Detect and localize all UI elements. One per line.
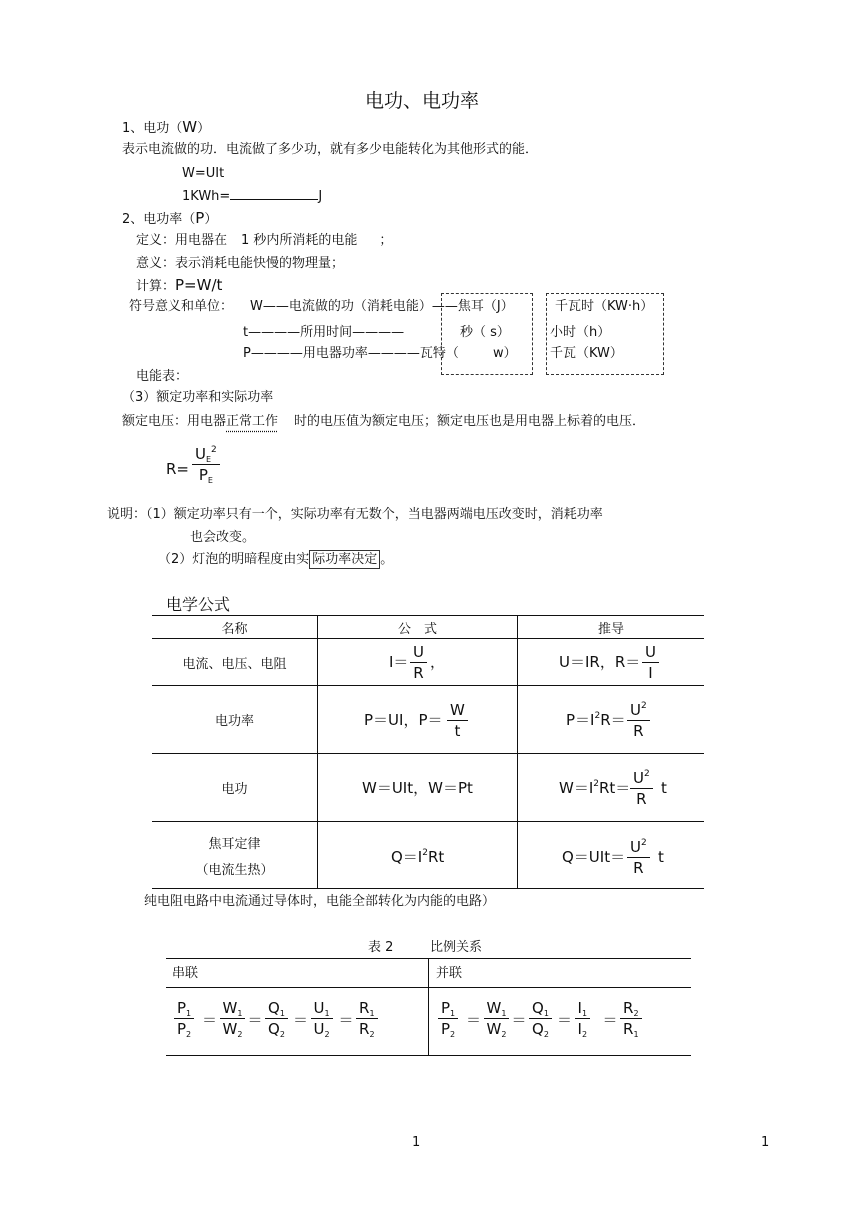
ratio-fraction — [311, 1001, 333, 1037]
subscript: 1 — [543, 1009, 549, 1018]
i-eq: I＝ — [389, 653, 409, 671]
symbol: P — [441, 1020, 451, 1038]
numerator: U — [642, 645, 659, 663]
u-over-i — [642, 645, 659, 681]
denominator — [268, 1019, 285, 1037]
subscript: E — [205, 455, 212, 464]
ratio-fraction — [356, 1001, 378, 1037]
note-2-text: （2）灯泡的明暗程度由实 — [158, 552, 310, 567]
subscript: 1 — [450, 1009, 456, 1018]
symbol: W — [486, 999, 502, 1017]
header-series: 串联 — [172, 966, 199, 981]
numerator — [311, 1001, 333, 1019]
equals-sign: ＝ — [293, 1011, 309, 1029]
section-1-desc: 表示电流做的功．电流做了多少功，就有多少电能转化为其他形式的能． — [122, 142, 539, 157]
calc-label: 计算： — [136, 279, 176, 294]
ratio-fraction — [484, 1001, 510, 1037]
superscript: 2 — [640, 701, 647, 711]
row-name-current: 电流、电压、电阻 — [182, 656, 287, 672]
u2-over-r — [627, 840, 650, 876]
subscript: 2 — [186, 1030, 192, 1039]
page-title: 电功、电功率 — [365, 90, 480, 112]
note-2 — [158, 553, 393, 566]
heading-close: ） — [204, 212, 218, 227]
symbol: W — [222, 999, 238, 1017]
denominator: R — [633, 859, 644, 877]
symbol: R — [359, 1020, 370, 1038]
text: U — [630, 838, 641, 856]
symbol: P — [177, 999, 187, 1017]
denominator — [623, 1019, 639, 1037]
superscript: 2 — [593, 779, 599, 789]
numerator — [265, 1001, 288, 1019]
formula-w-uit: W=UIt — [182, 166, 225, 181]
rated-text-a: 额定电压：用电器 — [122, 414, 227, 429]
subscript: 2 — [237, 1030, 243, 1039]
numerator — [575, 1001, 591, 1019]
symbol: Q — [532, 1020, 544, 1038]
table1-footer: 纯电阻电路中电流通过导体时，电能全部转化为内能的电路） — [144, 894, 496, 909]
equals-sign: ＝ — [466, 1011, 482, 1029]
superscript: 2 — [422, 848, 428, 858]
denominator — [359, 1019, 375, 1037]
symbol-row-p-alt: 千瓦（KW） — [550, 346, 623, 361]
denominator — [487, 1019, 507, 1037]
subscript: 2 — [581, 1030, 588, 1039]
rated-text-b: 时的电压值为额定电压；额定电压也是用电器上标着的电压． — [294, 414, 646, 429]
u2-over-r — [630, 771, 653, 807]
section-1-heading — [122, 120, 210, 135]
table-divider — [517, 615, 518, 889]
p-ui: P＝UI，P＝ — [364, 711, 443, 729]
def-text: 1 秒内所消耗的电能 — [241, 233, 358, 248]
symbol: P — [441, 999, 451, 1017]
ratio-fraction — [174, 1001, 194, 1037]
subscript: 1 — [186, 1009, 192, 1018]
text: U — [630, 701, 641, 719]
header-name: 名称 — [221, 621, 248, 637]
subscript: 1 — [633, 1030, 639, 1039]
text: Rt＝ — [599, 779, 631, 797]
equals-sign: ＝ — [202, 1011, 218, 1029]
ratio-fraction — [575, 1001, 591, 1037]
kwh-label: 1KWh= — [182, 189, 231, 204]
symbol-row-w: W——电流做的功（消耗电能）——焦耳（J） — [250, 299, 514, 314]
rated-voltage-line — [122, 415, 645, 428]
text: W＝I — [559, 779, 594, 797]
denominator: I — [648, 664, 653, 682]
table2-caption-num: 表 2 — [368, 940, 394, 955]
numerator — [484, 1001, 510, 1019]
subscript: 2 — [279, 1030, 285, 1039]
rated-emphasis: 正常工作 — [226, 414, 279, 429]
subscript: 2 — [501, 1030, 507, 1039]
symbol-row-t-alt: 小时（h） — [550, 325, 611, 340]
ratio-fraction — [265, 1001, 288, 1037]
symbol: R — [359, 999, 370, 1017]
u-over-r — [410, 645, 427, 681]
symbol: Q — [268, 999, 280, 1017]
numerator — [438, 1001, 458, 1019]
header-parallel: 并联 — [436, 966, 463, 981]
joule-law: 焦耳定律 — [208, 836, 261, 852]
numerator: W — [447, 703, 468, 721]
superscript: 2 — [640, 838, 647, 848]
table-divider — [317, 615, 318, 889]
numerator: U — [410, 645, 427, 663]
subscript: 1 — [501, 1009, 507, 1018]
equals-sign: ＝ — [602, 1011, 618, 1029]
symbol: W — [486, 1020, 502, 1038]
kwh-unit: J — [318, 189, 323, 204]
w-i2rt — [559, 781, 630, 796]
superscript: 2 — [643, 769, 650, 779]
table2-caption: 比例关系 — [430, 940, 483, 955]
q-uit: Q＝UIt＝ — [562, 848, 626, 866]
subscript: 1 — [324, 1009, 330, 1018]
row-name-joule — [152, 822, 317, 888]
symbol: R — [623, 999, 634, 1017]
ratio-fraction — [220, 1001, 246, 1037]
note-2-tail: 。 — [380, 552, 394, 567]
dashed-box-common-units — [546, 293, 664, 375]
symbol: U — [313, 1020, 325, 1038]
w-uit: W＝UIt，W＝Pt — [362, 779, 473, 797]
r-formula-label: R= — [166, 460, 189, 478]
denominator — [532, 1019, 549, 1037]
comma: ， — [430, 653, 446, 671]
def-label: 定义：用电器在 — [136, 233, 228, 248]
page-number-center: 1 — [412, 1135, 421, 1150]
equals-sign: ＝ — [247, 1011, 263, 1029]
numerator — [529, 1001, 552, 1019]
symbol-row-p-unit: w） — [493, 346, 517, 361]
symbol-row-w-alt: 千瓦时（KW·h） — [555, 299, 654, 314]
note-2-boxed: 际功率决定 — [309, 550, 380, 569]
subscript: 1 — [581, 1009, 588, 1018]
header-derivation: 推导 — [597, 621, 624, 637]
meter-line: 电能表： — [136, 369, 189, 384]
table-rule — [152, 888, 704, 889]
denominator: R — [636, 790, 647, 808]
numerator — [627, 840, 650, 858]
note-1-cont: 也会改变。 — [190, 530, 256, 545]
subscript: 2 — [450, 1030, 456, 1039]
u-ir: U＝IR，R＝ — [559, 653, 641, 671]
heading-close: ） — [197, 121, 211, 136]
section-2-heading — [122, 211, 217, 226]
page-number-right: 1 — [761, 1135, 770, 1150]
denominator — [314, 1019, 330, 1037]
numerator — [356, 1001, 378, 1019]
kwh-conversion — [182, 190, 322, 203]
numerator — [220, 1001, 246, 1019]
section-3-heading: （3）额定功率和实际功率 — [122, 390, 274, 405]
subscript: 1 — [237, 1009, 243, 1018]
denominator — [441, 1019, 455, 1037]
text: Rt — [427, 848, 445, 866]
superscript: 2 — [594, 711, 601, 721]
q-i2rt — [391, 850, 444, 865]
heading-symbol: W — [182, 118, 198, 136]
subscript: 2 — [633, 1009, 639, 1018]
symbol: W — [222, 1020, 238, 1038]
symbol-row-t: t————所用时间———— — [243, 325, 405, 340]
u-symbol: U — [195, 445, 206, 463]
subscript: E — [207, 476, 213, 485]
w-over-t — [447, 703, 468, 739]
heading-text: 2、电功率（ — [122, 212, 196, 227]
symbol-row-t-unit: 秒（ s） — [460, 325, 510, 340]
row-name-power: 电功率 — [214, 714, 254, 729]
ratio-fraction — [620, 1001, 642, 1037]
symbol: I — [577, 999, 582, 1017]
symbol: Q — [268, 1020, 280, 1038]
numerator — [627, 703, 650, 721]
denominator — [199, 465, 213, 483]
note-1: 说明：（1）额定功率只有一个，实际功率有无数个，当电器两端电压改变时，消耗功率 — [107, 507, 603, 522]
definition-line — [136, 234, 392, 247]
p-i2r — [566, 713, 626, 728]
symbol: R — [623, 1020, 634, 1038]
text: U — [633, 769, 644, 787]
denominator — [578, 1019, 588, 1037]
equals-sign: ＝ — [511, 1011, 527, 1029]
symbol: Q — [532, 999, 544, 1017]
denominator: t — [454, 722, 461, 740]
calc-formula: P=W/t — [175, 276, 223, 294]
p-symbol: P — [198, 466, 208, 484]
symbol: I — [577, 1020, 582, 1038]
subscript: 1 — [279, 1009, 285, 1018]
meaning-line: 意义：表示消耗电能快慢的物理量； — [136, 256, 345, 271]
heading-symbol: P — [195, 209, 205, 227]
t-symbol: t — [661, 779, 667, 797]
subscript: 1 — [369, 1009, 375, 1018]
denominator: R — [633, 722, 644, 740]
t-symbol: t — [658, 848, 664, 866]
text: P＝I — [566, 711, 595, 729]
symbol: U — [313, 999, 325, 1017]
numerator — [620, 1001, 642, 1019]
def-tail: ； — [379, 233, 393, 248]
denominator — [223, 1019, 243, 1037]
subscript: 2 — [369, 1030, 375, 1039]
symbols-label: 符号意义和单位： — [129, 299, 234, 314]
symbol-row-p: P————用电器功率————瓦特（ — [243, 346, 459, 361]
superscript: 2 — [211, 445, 217, 455]
symbol: P — [177, 1020, 187, 1038]
calc-line — [136, 278, 222, 293]
table1-caption: 电学公式 — [166, 595, 231, 614]
heading-text: 1、电功（ — [122, 121, 183, 136]
row-name-work: 电功 — [221, 782, 248, 797]
dashed-box-si-units — [441, 293, 533, 375]
text: Q＝I — [391, 848, 423, 866]
equals-sign: ＝ — [557, 1011, 573, 1029]
denominator — [177, 1019, 191, 1037]
equals-sign: ＝ — [338, 1011, 354, 1029]
subscript: 2 — [324, 1030, 330, 1039]
denominator: R — [413, 664, 424, 682]
joule-law-note: （电流生热） — [195, 862, 274, 878]
text: R＝ — [600, 711, 626, 729]
numerator — [192, 447, 220, 465]
header-formula: 公 式 — [397, 621, 437, 637]
table-divider — [428, 958, 429, 1056]
blank-line — [230, 199, 318, 200]
ratio-fraction — [438, 1001, 458, 1037]
numerator — [174, 1001, 194, 1019]
subscript: 2 — [543, 1030, 549, 1039]
numerator — [630, 771, 653, 789]
u2-over-r — [627, 703, 650, 739]
r-formula-fraction — [192, 447, 220, 483]
ratio-fraction — [529, 1001, 552, 1037]
